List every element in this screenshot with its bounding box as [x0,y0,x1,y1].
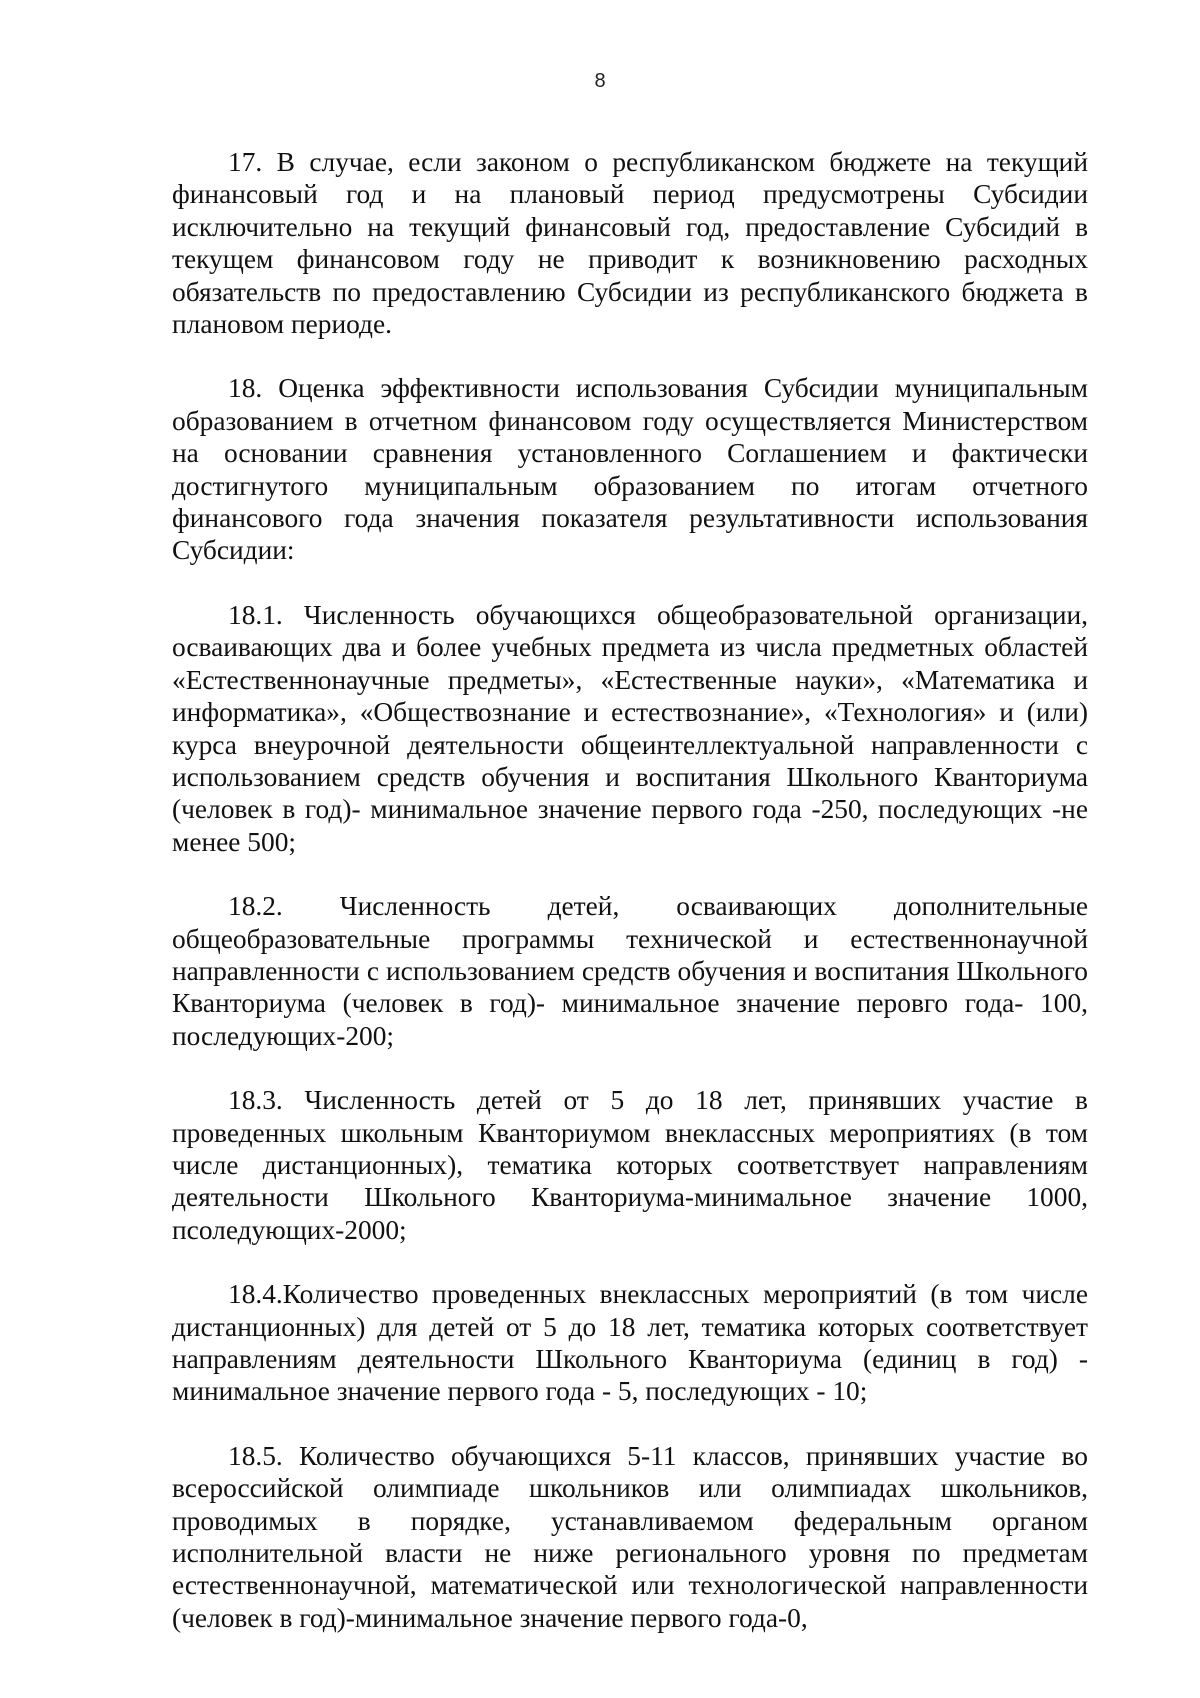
paragraph-18-5: 18.5. Количество обучающихся 5-11 классов, принявших участие во всероссийской олимпиаде школьников или олимпиадах школьников, проводимых в порядке, устанавливаемом федеральным органом исполнительной власти не ниже регионального уровня по предметам естественнонаучной, математической или технологической направленности (человек в год)-минимальное значение первого года-0, [172,1440,1088,1633]
paragraph-18: 18. Оценка эффективности использования Субсидии муниципальным образованием в отчетном финансовом году осуществляется Министерством на основании сравнения установленного Соглашением и фактически достигнутого муниципальным образованием по итогам отчетного финансового года значения показателя результативности использования Субсидии: [172,373,1088,566]
paragraph-18-4: 18.4.Количество проведенных внеклассных мероприятий (в том числе дистанционных) для детей от 5 до 18 лет, тематика которых соответствует направлениям деятельности Школьного Кванториума (единиц в год) - минимальное значение первого года - 5, последующих - 10; [172,1279,1088,1407]
paragraph-18-2: 18.2. Численность детей, осваивающих дополнительные общеобразовательные программы технической и естественнонаучной направленности с использованием средств обучения и воспитания Школьного Кванториума (человек в год)- минимальное значение перовго года- 100, последующих-200; [172,891,1088,1051]
page-number: 8 [594,70,606,92]
document-body [172,146,1088,1666]
paragraph-17: 17. В случае, если законом о республиканском бюджете на текущий финансовый год и на плановый период предусмотрены Субсидии исключительно на текущий финансовый год, предоставление Субсидий в текущем финансовом году не приводит к возникновению расходных обязательств по предоставлению Субсидии из республиканского бюджета в плановом периоде. [172,147,1088,340]
paragraph-18-1: 18.1. Численность обучающихся общеобразовательной организации, осваивающих два и более учебных предмета из числа предметных областей «Естественнонаучные предметы», «Естественные науки», «Математика и информатика», «Обществознание и естествознание», «Технология» и (или) курса внеурочной деятельности общеинтеллектуальной направленности с использованием средств обучения и воспитания Школьного Кванториума (человек в год)- минимальное значение первого года -250, последующих -не менее 500; [172,599,1088,857]
paragraph-18-3: 18.3. Численность детей от 5 до 18 лет, принявших участие в проведенных школьным Кванториумом внеклассных мероприятиях (в том числе дистанционных), тематика которых соответствует направлениям деятельности Школьного Кванториума-минимальное значение 1000, псоледующих-2000; [172,1085,1088,1245]
